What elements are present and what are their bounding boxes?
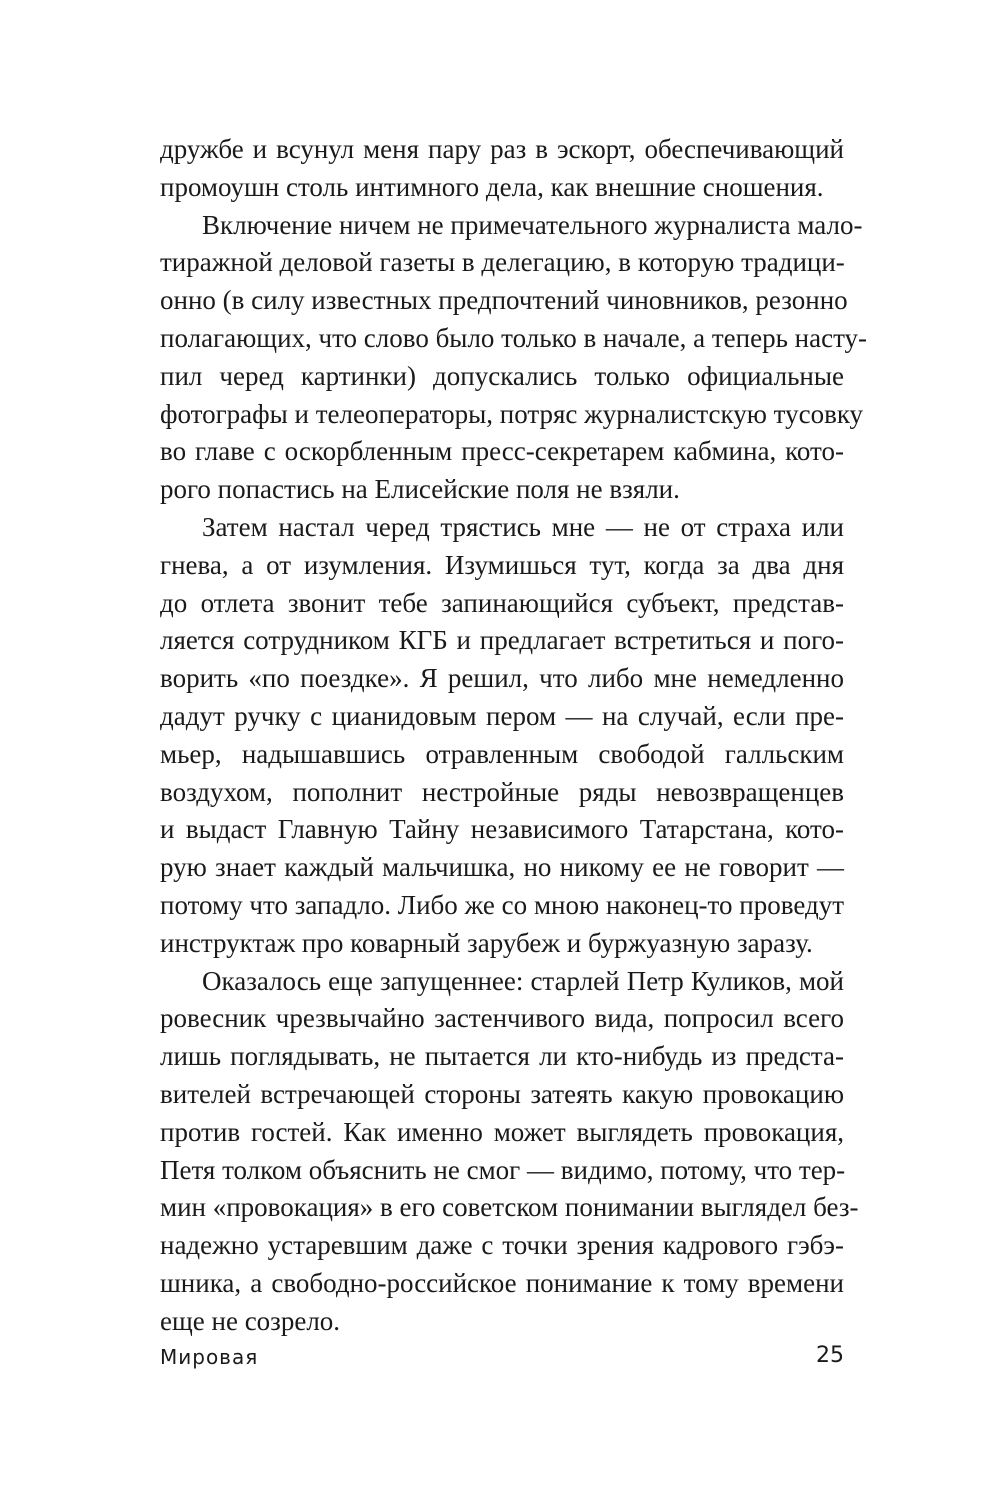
text-line: рого попастись на Елисейские поля не взяли. <box>160 474 680 505</box>
text-line: мьер, надышавшись отравленным свободой галльским <box>160 738 844 769</box>
text-line: воздухом, пополнит нестройные ряды невозвращенцев <box>160 776 844 807</box>
text-line: промоушн столь интимного дела, как внешние сношения. <box>160 171 824 202</box>
text-line: до отлета звонит тебе запинающийся субъект, представ- <box>160 587 844 618</box>
text-line: дадут ручку с цианидовым пером — на случай, если пре- <box>160 700 844 731</box>
text-line: надежно устаревшим даже с точки зрения кадрового гэбэ- <box>160 1230 844 1261</box>
text-line: ровесник чрезвычайно застенчивого вида, попросил всего <box>160 1003 844 1034</box>
text-line: и выдаст Главную Тайну независимого Татарстана, кото- <box>160 814 844 845</box>
text-line: мин «провокация» в его советском понимании выглядел без- <box>160 1192 859 1223</box>
text-line: гнева, а от изумления. Изумишься тут, когда за два дня <box>160 549 844 580</box>
text-line: против гостей. Как именно может выглядеть провокация, <box>160 1116 844 1147</box>
text-line: ворить «по поездке». Я решил, что либо мне немедленно <box>160 663 844 694</box>
text-line: пил черед картинки) допускались только официальные <box>160 360 844 391</box>
text-line: лишь поглядывать, не пытается ли кто-нибудь из предста- <box>160 1041 844 1072</box>
text-line: Включение ничем не примечательного журналиста мало- <box>202 209 863 240</box>
text-line: вителей встречающей стороны затеять какую провокацию <box>160 1078 844 1109</box>
text-line: ляется сотрудником КГБ и предлагает встретиться и пого- <box>160 625 844 656</box>
text-line: Оказалось еще запущеннее: старлей Петр Куликов, мой <box>202 965 844 996</box>
text-line: потому что западло. Либо же со мною наконец-то проведут <box>160 889 844 920</box>
text-line: еще не созрело. <box>160 1305 341 1336</box>
text-line: фотографы и телеоператоры, потряс журналистскую тусовку <box>160 398 864 429</box>
page-footer <box>160 1345 844 1385</box>
page-number: 25 <box>816 1343 844 1368</box>
text-line: тиражной деловой газеты в делегацию, в которую традици- <box>160 247 845 278</box>
text-line: полагающих, что слово было только в начале, а теперь насту- <box>160 322 868 353</box>
running-title: Мировая <box>160 1345 259 1369</box>
text-line: шника, а свободно-российское понимание к тому времени <box>160 1267 844 1298</box>
paragraph-3 <box>160 509 844 963</box>
text-line: онно (в силу известных предпочтений чиновников, резонно <box>160 285 848 316</box>
paragraph-1 <box>160 131 844 207</box>
paragraph-2 <box>160 207 868 509</box>
text-line: рую знает каждый мальчишка, но никому ее не говорит — <box>160 852 844 883</box>
paragraph-4 <box>160 963 859 1341</box>
text-line: Петя толком объяснить не смог — видимо, потому, что тер- <box>160 1154 846 1185</box>
text-line: инструктаж про коварный зарубеж и буржуазную заразу. <box>160 927 813 958</box>
text-line: дружбе и всунул меня пару раз в эскорт, обеспечивающий <box>160 134 844 164</box>
text-line: во главе с оскорбленным пресс-секретарем кабмина, кото- <box>160 436 844 467</box>
text-line: Затем настал черед трястись мне — не от страха или <box>202 511 844 542</box>
body-text <box>160 131 868 1341</box>
